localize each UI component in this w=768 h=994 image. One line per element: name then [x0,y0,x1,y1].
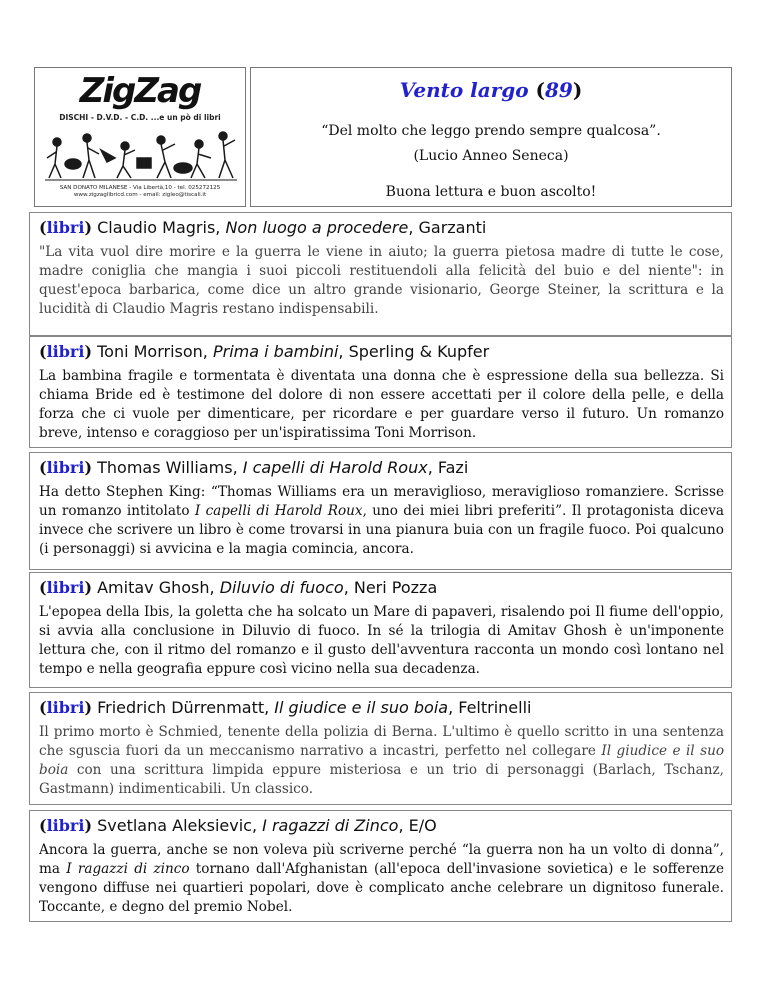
review-body-book-title: I capelli di Harold Roux [194,503,363,519]
review-body-book-title: Il giudice e il suo boia [39,743,725,778]
review-heading [39,458,724,478]
review-book-title: Il giudice e il suo boia [274,698,449,717]
review-heading [39,342,724,362]
review-tag-label: libri [46,342,85,361]
review-heading [39,218,724,238]
review-body-book-title: I ragazzi di zinco [66,861,190,877]
review-card [29,572,732,688]
review-publisher: , Sperling & Kupfer [338,342,490,361]
review-body: Il primo morto è Schmied, tenente della polizia di Berna. L'ultimo è quello scritto in una sentenza che sguscia fuori da un meccanismo narrativo a incastri, perfetto nel collegare Il giudice e il suo boia con una scrittura limpida eppure misteriosa e un trio di personaggi (Barlach, Tschanz, Gastmann) indimenticabili. Un classico. [39,724,725,797]
review-heading [39,816,724,836]
review-heading [39,698,724,718]
logo-address-line1: SAN DONATO MILANESE - Via Libertà,10 - tel. 025272125 [59,185,221,191]
issue-number: 89 [545,78,573,102]
review-publisher: , Fazi [427,458,469,477]
header-closing: Buona lettura e buon ascolto! [385,184,597,200]
review-card [29,336,732,448]
review-book-title: Non luogo a procedere [225,218,409,237]
review-tag-label: libri [46,218,85,237]
review-tag: (libri) [39,342,93,361]
logo-title: ZigZag [79,71,201,111]
musicians-illustration-icon [43,128,239,182]
review-body: Ancora la guerra, anche se non voleva più scriverne perché “la guerra non ha un volto di donna”, ma I ragazzi di zinco tornano dall'Afghanistan (all'epoca dell'invasione sovietica) e le sofferenze vengono diffuse nei quartieri popolari, dove è complicato anche celebrare un dignitoso funerale. Toccante, e degno del premio Nobel. [39,842,724,915]
title-paren-open: ( [535,78,546,102]
header-quote-author: (Lucio Anneo Seneca) [413,148,569,164]
review-tag: (libri) [39,698,93,717]
logo-subtitle: DISCHI - D.V.D. - C.D. ...e un pò di libri [59,113,221,122]
newsletter-header [250,67,732,207]
zigzag-logo [34,67,246,207]
review-publisher: , Neri Pozza [343,578,438,597]
review-book-title: I capelli di Harold Roux [242,458,428,477]
review-book-title: Prima i bambini [212,342,339,361]
review-heading [39,578,724,598]
review-tag: (libri) [39,458,93,477]
review-publisher: , Garzanti [408,218,487,237]
review-body: L'epopea della Ibis, la goletta che ha solcato un Mare di papaveri, risalendo poi Il fiume dell'oppio, si avvia alla conclusione in Diluvio di fuoco. In sé la trilogia di Amitav Ghosh è un'imponente lettura che, con il ritmo del romanzo e il gusto dell'avventura racconta un mondo così lontano nel tempo e nella geografia eppure così vicino nella sua decadenza. [39,604,724,677]
review-body: "La vita vuol dire morire e la guerra le viene in aiuto; la guerra pietosa madre di tutte le cose, madre coniglia che mangia i suoi piccoli restituendoli alla felicità del buio e del niente": in quest'epoca barbarica, come dice un altro grande visionario, George Steiner, la scrittura e la lucidità di Claudio Magris restano indispensabili. [39,244,724,317]
title-text: Vento largo [399,78,529,102]
review-tag-label: libri [46,816,85,835]
review-author: Toni Morrison, [97,342,213,361]
review-tag-label: libri [46,578,85,597]
header-quote: “Del molto che leggo prendo sempre qualcosa”. [321,123,661,139]
review-author: Claudio Magris, [97,218,226,237]
review-publisher: , Feltrinelli [448,698,532,717]
review-body: La bambina fragile e tormentata è diventata una donna che è espressione della sua bellezza. Si chiama Bride ed è testimone del dolore di non essere accettati per il colore della pelle, e della forza che ci vuole per dimenticare, per ricordare e per guardare verso il futuro. Un romanzo breve, intenso e coraggioso per un'ispiratissima Toni Morrison. [39,368,724,441]
newsletter-title [251,78,731,102]
review-tag: (libri) [39,578,93,597]
review-author: Friedrich Dürrenmatt, [97,698,275,717]
review-author: Svetlana Aleksievic, [97,816,263,835]
review-publisher: , E/O [398,816,437,835]
review-tag: (libri) [39,816,93,835]
title-paren-close: ) [572,78,583,102]
review-tag-label: libri [46,458,85,477]
review-card [29,452,732,570]
review-body: Ha detto Stephen King: “Thomas Williams era un meraviglioso, meraviglioso romanziere. Scrisse un romanzo intitolato I capelli di Harold Roux, uno dei miei libri preferiti”. Il protagonista diceva invece che scrivere un libro è come trovarsi in una pianura buia con un fragile fuoco. Poi qualcuno (i personaggi) si avvicina e la magia comincia, ancora. [39,484,724,557]
logo-address-line2: www.zigzaglibricd.com - email: zigleo@tiscali.it [73,192,207,198]
review-author: Thomas Williams, [97,458,243,477]
review-card [29,810,732,922]
review-card [29,692,732,805]
review-card [29,212,732,336]
review-book-title: Diluvio di fuoco [219,578,344,597]
review-tag: (libri) [39,218,93,237]
review-tag-label: libri [46,698,85,717]
logo-address [35,185,245,199]
review-author: Amitav Ghosh, [97,578,220,597]
review-book-title: I ragazzi di Zinco [262,816,399,835]
